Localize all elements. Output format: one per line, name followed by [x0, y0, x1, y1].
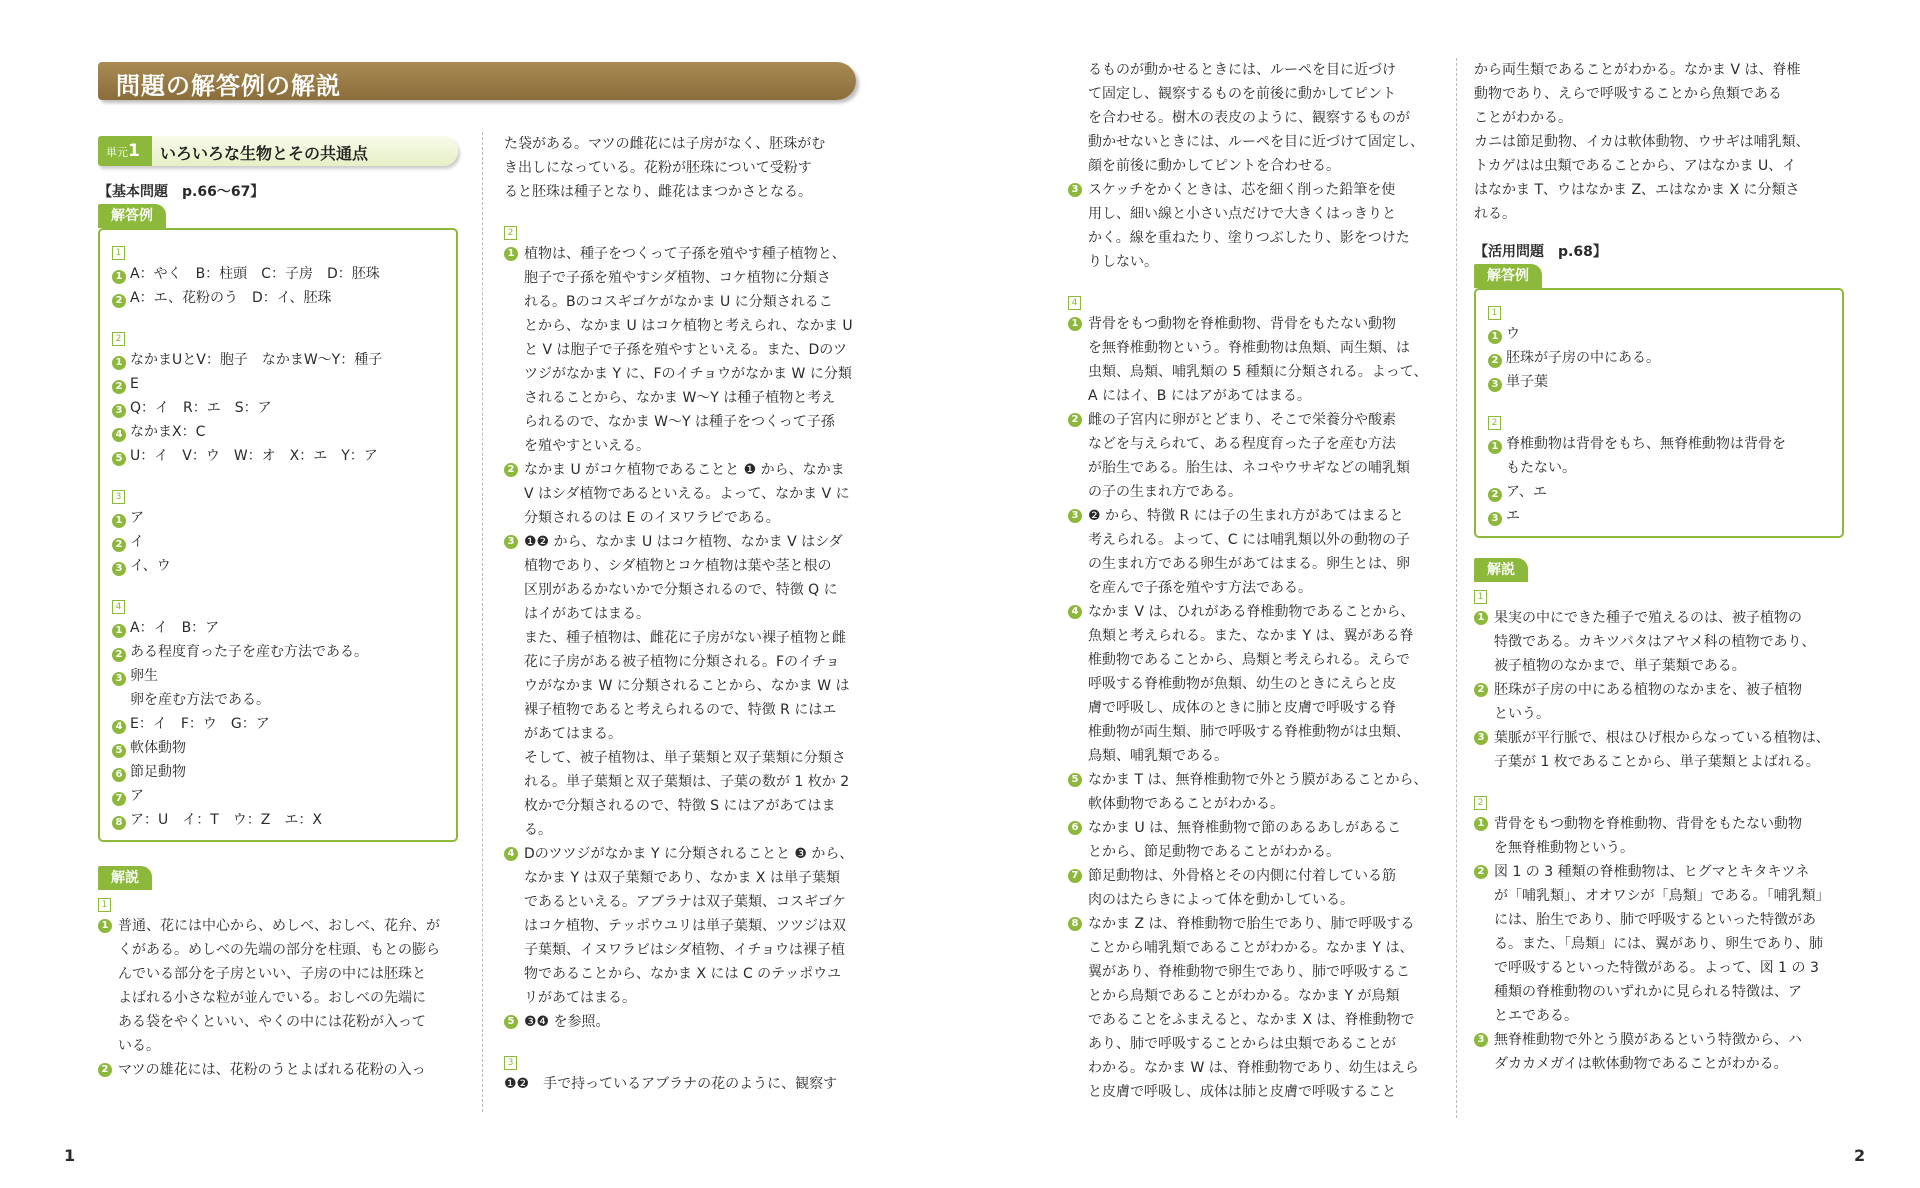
explanation-line: んでいる部分を子房といい、子房の中には胚珠と — [118, 966, 426, 982]
answer-text: A：イ B：ア — [130, 620, 220, 636]
question-number-row — [1488, 298, 1832, 322]
circled-number-icon: 2 — [112, 380, 126, 394]
answer-text: イ — [130, 534, 144, 550]
answer-line — [1488, 480, 1832, 504]
column-4 — [1474, 58, 1844, 1076]
explanation-line: なかま Y は双子葉類であり、なかま X は単子葉類 — [524, 870, 840, 886]
explanation-line: ❷ から、特徴 R には子の生まれ方があてはまると — [1088, 508, 1404, 524]
explanation-line: 肉のはたらきによって体を動かしている。 — [1088, 892, 1354, 908]
answer-line — [112, 348, 446, 372]
answer-line — [1488, 432, 1832, 456]
unit-tag — [98, 136, 152, 166]
circled-number-icon: 2 — [1488, 354, 1502, 368]
question-number-row — [1474, 582, 1844, 606]
circled-number-icon: 5 — [112, 452, 126, 466]
text-block — [1474, 58, 1844, 226]
circled-number-icon: 1 — [98, 919, 112, 933]
circled-number-icon: 2 — [1068, 413, 1082, 427]
explanation-line: されることから、なかま W～Y は種子植物と考え — [524, 390, 836, 406]
text-line: ことがわかる。 — [1474, 110, 1572, 126]
explanation-item — [1068, 312, 1448, 408]
question-number: 1 — [98, 898, 111, 912]
question-number: 1 — [1488, 306, 1501, 320]
explanation-item — [504, 842, 884, 1010]
circled-number-icon: 1 — [1488, 330, 1502, 344]
circled-number-icon: 1 — [112, 514, 126, 528]
explanation-line: かく。線を重ねたり、塗りつぶしたり、影をつけた — [1088, 230, 1410, 246]
circled-number-icon: 1 — [1474, 817, 1488, 831]
spacer — [1488, 394, 1832, 408]
explanation-line: 枚かで分類されるので、特徴 S にはアがあてはま — [524, 798, 836, 814]
answer-text: 卵を産む方法である。 — [130, 692, 270, 708]
explanation-line: なかま V は、ひれがある脊椎動物であることから、 — [1088, 604, 1415, 620]
answer-text: 胚珠が子房の中にある。 — [1506, 350, 1660, 366]
explanation-line: ❸❹ を参照。 — [524, 1014, 610, 1030]
explanation-line: ツジがなかま Y に、Fのイチョウがなかま W に分類 — [524, 366, 852, 382]
explanation-line: が胎生である。胎生は、ネコやウサギなどの哺乳類 — [1088, 460, 1410, 476]
text-block — [504, 132, 884, 204]
explanation-item — [98, 1058, 458, 1082]
explanation-item — [1068, 600, 1448, 768]
explanation-line: で呼吸するといった特徴がある。よって、図 1 の 3 — [1494, 960, 1819, 976]
circled-number-icon: 1 — [112, 624, 126, 638]
answer-text: E：イ F：ウ G：ア — [130, 716, 270, 732]
question-number: 4 — [112, 600, 125, 614]
spacer — [504, 204, 884, 218]
answer-line — [112, 554, 446, 578]
explanation-line: 図 1 の 3 種類の脊椎動物は、ヒグマとキタキツネ — [1494, 864, 1810, 880]
answer-line — [112, 784, 446, 808]
circled-number-icon: 3 — [1474, 731, 1488, 745]
question-number: 4 — [1068, 296, 1081, 310]
question-number: 1 — [112, 246, 125, 260]
explanation-line: 軟体動物であることがわかる。 — [1088, 796, 1284, 812]
basic-problems-heading: 【基本問題 p.66～67】 — [98, 184, 265, 200]
unit-number: 1 — [128, 141, 140, 161]
explanation-line: 虫類、鳥類、哺乳類の 5 種類に分類される。よって、 — [1088, 364, 1428, 380]
explanation-tag: 解説 — [98, 866, 152, 890]
explanation-line: と皮膚で呼吸し、成体は肺と皮膚で呼吸すること — [1088, 1084, 1396, 1100]
answer-text: イ、ウ — [130, 558, 171, 574]
explanation-line: 椎動物が両生類、肺で呼吸する脊椎動物がは虫類、 — [1088, 724, 1410, 740]
circled-number-icon: 8 — [1068, 917, 1082, 931]
answer-line — [112, 808, 446, 832]
answer-box — [98, 228, 458, 842]
answer-text: 卵生 — [130, 668, 158, 684]
explanation-item — [504, 530, 884, 842]
question-number: 1 — [1474, 590, 1487, 604]
explanation-line: 花に子房がある被子植物に分類される。Fのイチョ — [524, 654, 840, 670]
explanation-line: であるといえる。アブラナは双子葉類、コスギゴケ — [524, 894, 846, 910]
circled-number-icon: 4 — [112, 428, 126, 442]
explanation-line: 胚珠が子房の中にある植物のなかまを、被子植物 — [1494, 682, 1802, 698]
answer-line — [112, 530, 446, 554]
explanation-item — [1474, 860, 1844, 1028]
explanation-line: られるので、なかま W～Y は種子をつくって子孫 — [524, 414, 835, 430]
answer-line — [112, 506, 446, 530]
explanation-line: 考えられる。よって、C には哺乳類以外の動物の子 — [1088, 532, 1410, 548]
explanation-line: れる。Bのコスギゴケがなかま U に分類されるこ — [524, 294, 833, 310]
circled-number-icon: 7 — [1068, 869, 1082, 883]
answer-line — [112, 640, 446, 664]
answer-text: なかまUとV：胞子 なかまW～Y：種子 — [130, 352, 383, 368]
explanation-line: が「哺乳類」、オオワシが「鳥類」である。「哺乳類」 — [1494, 888, 1830, 904]
answer-text: ア — [130, 788, 144, 804]
answer-text: A：やく B：柱頭 C：子房 D：胚珠 — [130, 266, 380, 282]
explanation-item — [504, 242, 884, 458]
text-block — [1068, 58, 1448, 178]
question-number-row — [112, 238, 446, 262]
explanation-line: 植物であり、シダ植物とコケ植物は葉や茎と根の — [524, 558, 832, 574]
explanation-line: リがあてはまる。 — [524, 990, 636, 1006]
explanation-line: 被子植物のなかまで、単子葉類である。 — [1494, 658, 1746, 674]
answer-box — [1474, 288, 1844, 538]
answer-text: 軟体動物 — [130, 740, 186, 756]
explanation-line: はコケ植物、テッポウユリは単子葉類、ツツジは双 — [524, 918, 846, 934]
text-line: 動かせないときには、ルーペを目に近づけて固定し、 — [1088, 134, 1424, 150]
explanation-line: 植物は、種子をつくって子孫を殖やす種子植物と、 — [524, 246, 846, 262]
text-line: ❶❷ 手で持っているアブラナの花のように、観察す — [504, 1076, 838, 1092]
explanation-line: りしない。 — [1088, 254, 1158, 270]
spacer — [1474, 774, 1844, 788]
unit-banner — [98, 136, 458, 166]
explanation-item — [1068, 864, 1448, 912]
explanation-line: 背骨をもつ動物を脊椎動物、背骨をもたない動物 — [1088, 316, 1396, 332]
answer-text: 節足動物 — [130, 764, 186, 780]
circled-number-icon: 1 — [504, 247, 518, 261]
answer-line — [1488, 322, 1832, 346]
explanation-line: 魚類と考えられる。また、なかま Y は、翼がある脊 — [1088, 628, 1414, 644]
explanation-item — [98, 914, 458, 1058]
explanation-line: 物であることから、なかま X には C のテッポウユ — [524, 966, 842, 982]
explanation-line: あり、肺で呼吸することからは虫類であることが — [1088, 1036, 1396, 1052]
column-divider — [1456, 58, 1457, 1118]
explanation-line: 無脊椎動物で外とう膜があるという特徴から、ハ — [1494, 1032, 1802, 1048]
column-3 — [1068, 58, 1448, 1104]
explanation-line: なかま T は、無脊椎動物で外とう膜があることから、 — [1088, 772, 1428, 788]
explanation-line: ❶❷ から、なかま U はコケ植物、なかま V はシダ — [524, 534, 843, 550]
answer-line — [112, 616, 446, 640]
circled-number-icon: 5 — [1068, 773, 1082, 787]
explanation-line: があてはまる。 — [524, 726, 622, 742]
explanation-line: の子の生まれ方である。 — [1088, 484, 1242, 500]
question-number: 2 — [112, 332, 125, 346]
circled-number-icon: 2 — [1488, 488, 1502, 502]
circled-number-icon: 6 — [112, 768, 126, 782]
circled-number-icon: 3 — [1474, 1033, 1488, 1047]
explanation-line: はイがあてはまる。 — [524, 606, 650, 622]
circled-number-icon: 4 — [112, 720, 126, 734]
spacer — [504, 1034, 884, 1048]
answer-text: もたない。 — [1506, 460, 1576, 476]
explanation-item — [1474, 726, 1844, 774]
applied-problems-heading: 【活用問題 p.68】 — [1474, 244, 1607, 260]
answer-line — [112, 420, 446, 444]
spacer — [112, 468, 446, 482]
circled-number-icon: 2 — [1474, 683, 1488, 697]
answer-text: Q：イ R：エ S：ア — [130, 400, 272, 416]
explanation-line: 区別があるかないかで分類されるので、特徴 Q に — [524, 582, 838, 598]
unit-tag-label: 単元 — [106, 146, 128, 159]
answer-line — [112, 396, 446, 420]
circled-number-icon: 5 — [504, 1015, 518, 1029]
explanation-item — [504, 458, 884, 530]
question-number: 3 — [504, 1056, 517, 1070]
explanation-line: Dのツツジがなかま Y に分類されることと ❸ から、 — [524, 846, 854, 862]
page-number-left: 1 — [64, 1146, 76, 1165]
explanation-line: そして、被子植物は、単子葉類と双子葉類に分類さ — [524, 750, 846, 766]
answer-line — [1488, 456, 1832, 480]
explanation-line: 普通、花には中心から、めしべ、おしべ、花弁、が — [118, 918, 440, 934]
question-number-row — [1474, 788, 1844, 812]
circled-number-icon: 1 — [1488, 440, 1502, 454]
answer-text: なかまX：C — [130, 424, 206, 440]
explanation-line: 種類の脊椎動物のいずれかに見られる特徴は、ア — [1494, 984, 1802, 1000]
explanation-line: などを与えられて、ある程度育った子を産む方法 — [1088, 436, 1396, 452]
circled-number-icon: 1 — [1474, 611, 1488, 625]
question-number-row — [504, 1048, 884, 1072]
answer-text: ア — [130, 510, 144, 526]
explanation-item — [1068, 504, 1448, 600]
explanation-line: A にはイ、B にはアがあてはまる。 — [1088, 388, 1311, 404]
explanation-line: ことから哺乳類であることがわかる。なかま Y は、 — [1088, 940, 1414, 956]
explanation-line: わかる。なかま W は、脊椎動物であり、幼生はえら — [1088, 1060, 1419, 1076]
circled-number-icon: 2 — [98, 1063, 112, 1077]
column-2 — [504, 132, 884, 1096]
circled-number-icon: 2 — [504, 463, 518, 477]
explanation-line: る。また、「鳥類」には、翼があり、卵生であり、肺 — [1494, 936, 1823, 952]
text-line: を合わせる。樹木の表皮のように、観察するものが — [1088, 110, 1410, 126]
circled-number-icon: 4 — [1068, 605, 1082, 619]
text-line: るものが動かせるときには、ルーペを目に近づけ — [1088, 62, 1396, 78]
circled-number-icon: 3 — [1068, 183, 1082, 197]
explanation-line: 雌の子宮内に卵がとどまり、そこで栄養分や酸素 — [1088, 412, 1396, 428]
answer-example-tag: 解答例 — [1474, 264, 1542, 288]
question-number-row — [504, 218, 884, 242]
answer-text: E — [130, 376, 139, 392]
text-line: た袋がある。マツの雌花には子房がなく、胚珠がむ — [504, 136, 826, 152]
explanation-line: と V は胞子で子孫を殖やすといえる。また、Dのツ — [524, 342, 847, 358]
explanation-line: なかま U は、無脊椎動物で節のあるあしがあるこ — [1088, 820, 1402, 836]
explanation-line: ウがなかま W に分類されることから、なかま W は — [524, 678, 850, 694]
explanation-item — [1474, 1028, 1844, 1076]
page-title: 問題の解答例の解説 — [116, 72, 341, 100]
answer-text: ウ — [1506, 326, 1520, 342]
page-title-banner — [98, 62, 856, 100]
explanation-line: を無脊椎動物という。脊椎動物は魚類、両生類、は — [1088, 340, 1410, 356]
explanation-line: 子葉類、イヌワラビはシダ植物、イチョウは裸子植 — [524, 942, 846, 958]
explanation-line: を無脊椎動物という。 — [1494, 840, 1634, 856]
answer-line — [112, 712, 446, 736]
circled-number-icon: 2 — [112, 648, 126, 662]
explanation-line: という。 — [1494, 706, 1550, 722]
explanation-line: また、種子植物は、雌花に子房がない裸子植物と雌 — [524, 630, 846, 646]
explanation-item — [1068, 408, 1448, 504]
explanation-line: くがある。めしべの先端の部分を柱頭、もとの膨ら — [118, 942, 440, 958]
explanation-line: 果実の中にできた種子で殖えるのは、被子植物の — [1494, 610, 1802, 626]
explanation-line: を殖やすといえる。 — [524, 438, 650, 454]
explanation-item — [1068, 178, 1448, 274]
text-line: 顔を前後に動かしてピントを合わせる。 — [1088, 158, 1340, 174]
circled-number-icon: 1 — [112, 270, 126, 284]
explanation-line: れる。単子葉類と双子葉類は、子葉の数が 1 枚か 2 — [524, 774, 850, 790]
explanation-line: 膚で呼吸し、成体のときに肺と皮膚で呼吸する脊 — [1088, 700, 1396, 716]
question-number-row — [1488, 408, 1832, 432]
answer-line — [1488, 346, 1832, 370]
explanation-line: とエである。 — [1494, 1008, 1578, 1024]
answer-line — [112, 286, 446, 310]
explanation-item — [1068, 912, 1448, 1104]
answer-text: ア、エ — [1506, 484, 1547, 500]
explanation-line: ダカカメガイは軟体動物であることがわかる。 — [1494, 1056, 1788, 1072]
spacer — [112, 310, 446, 324]
answer-line — [112, 262, 446, 286]
explanation-line: 用し、細い線と小さい点だけで大きくはっきりと — [1088, 206, 1396, 222]
explanation-line: 椎動物であることから、鳥類と考えられる。えらで — [1088, 652, 1410, 668]
explanation-line: 呼吸する脊椎動物が魚類、幼生のときにえらと皮 — [1088, 676, 1396, 692]
circled-number-icon: 5 — [112, 744, 126, 758]
circled-number-icon: 3 — [1488, 378, 1502, 392]
explanation-item — [1474, 606, 1844, 678]
answer-line — [1488, 504, 1832, 528]
answer-line — [1488, 370, 1832, 394]
explanation-line: 子葉が 1 枚であることから、単子葉類とよばれる。 — [1494, 754, 1820, 770]
column-divider — [482, 132, 483, 1112]
answer-text: ある程度育った子を産む方法である。 — [130, 644, 368, 660]
circled-number-icon: 6 — [1068, 821, 1082, 835]
circled-number-icon: 2 — [112, 294, 126, 308]
explanation-item — [1068, 816, 1448, 864]
answer-text: エ — [1506, 508, 1520, 524]
circled-number-icon: 7 — [112, 792, 126, 806]
text-line: から両生類であることがわかる。なかま V は、脊椎 — [1474, 62, 1801, 78]
spacer — [1068, 274, 1448, 288]
circled-number-icon: 2 — [1474, 865, 1488, 879]
explanation-line: マツの雄花には、花粉のうとよばれる花粉の入っ — [118, 1062, 426, 1078]
spacer — [1474, 226, 1844, 240]
explanation-item — [1068, 768, 1448, 816]
explanation-item — [1474, 812, 1844, 860]
explanation-line: 裸子植物であると考えられるので、特徴 R にはエ — [524, 702, 837, 718]
answer-text: 単子葉 — [1506, 374, 1548, 390]
answer-line — [112, 760, 446, 784]
circled-number-icon: 3 — [112, 672, 126, 686]
question-number-row — [112, 592, 446, 616]
explanation-line: いる。 — [118, 1038, 160, 1054]
explanation-line: 背骨をもつ動物を脊椎動物、背骨をもたない動物 — [1494, 816, 1802, 832]
text-line: カニは節足動物、イカは軟体動物、ウサギは哺乳類、 — [1474, 134, 1810, 150]
circled-number-icon: 3 — [1488, 512, 1502, 526]
explanation-line: 特徴である。カキツバタはアヤメ科の植物であり、 — [1494, 634, 1816, 650]
explanation-line: を産んで子孫を殖やす方法である。 — [1088, 580, 1312, 596]
circled-number-icon: 3 — [1068, 509, 1082, 523]
question-number: 2 — [1488, 416, 1501, 430]
question-number-row — [112, 324, 446, 348]
column-1 — [98, 180, 458, 1082]
explanation-line: る。 — [524, 822, 552, 838]
answer-line — [112, 664, 446, 688]
circled-number-icon: 3 — [504, 535, 518, 549]
explanation-tag: 解説 — [1474, 558, 1528, 582]
answer-line — [112, 444, 446, 468]
text-line: トカゲはは虫類であることから、アはなかま U、イ — [1474, 158, 1797, 174]
explanation-line: とから、なかま U はコケ植物と考えられ、なかま U — [524, 318, 853, 334]
explanation-line: なかま Z は、脊椎動物で胎生であり、肺で呼吸する — [1088, 916, 1415, 932]
question-number: 3 — [112, 490, 125, 504]
circled-number-icon: 3 — [112, 404, 126, 418]
explanation-line: 葉脈が平行脈で、根はひげ根からなっている植物は、 — [1494, 730, 1830, 746]
answer-text: ア：U イ：T ウ：Z エ：X — [130, 812, 322, 828]
text-line: ると胚珠は種子となり、雌花はまつかさとなる。 — [504, 184, 812, 200]
circled-number-icon: 1 — [1068, 317, 1082, 331]
text-line: き出しになっている。花粉が胚珠について受粉す — [504, 160, 812, 176]
explanation-line: スケッチをかくときは、芯を細く削った鉛筆を使 — [1088, 182, 1396, 198]
explanation-line: 節足動物は、外骨格とその内側に付着している筋 — [1088, 868, 1396, 884]
explanation-line: 胞子で子孫を殖やすシダ植物、コケ植物に分類さ — [524, 270, 831, 286]
circled-number-icon: 2 — [112, 538, 126, 552]
question-number: 2 — [1474, 796, 1487, 810]
answer-line — [112, 736, 446, 760]
question-number: 2 — [504, 226, 517, 240]
unit-title: いろいろな生物とその共通点 — [160, 144, 369, 163]
explanation-line: V はシダ植物であるといえる。よって、なかま V に — [524, 486, 850, 502]
explanation-item — [504, 1010, 884, 1034]
explanation-line: なかま U がコケ植物であることと ❶ から、なかま — [524, 462, 845, 478]
explanation-line: 鳥類、哺乳類である。 — [1088, 748, 1228, 764]
spacer — [112, 578, 446, 592]
answer-line — [112, 688, 446, 712]
text-line: れる。 — [1474, 206, 1516, 222]
page-number-right: 2 — [1854, 1146, 1866, 1165]
circled-number-icon: 1 — [112, 356, 126, 370]
explanation-item — [1474, 678, 1844, 726]
explanation-line: とから、節足動物であることがわかる。 — [1088, 844, 1340, 860]
answer-text: U：イ V：ウ W：オ X：エ Y：ア — [130, 448, 378, 464]
explanation-line: とから鳥類であることがわかる。なかま Y が鳥類 — [1088, 988, 1400, 1004]
question-number-row — [98, 890, 458, 914]
text-line: 動物であり、えらで呼吸することから魚類である — [1474, 86, 1782, 102]
text-line: て固定し、観察するものを前後に動かしてピント — [1088, 86, 1396, 102]
explanation-line: ある袋をやくといい、やくの中には花粉が入って — [118, 1014, 426, 1030]
explanation-line: の生まれ方である卵生があてはまる。卵生とは、卵 — [1088, 556, 1410, 572]
explanation-line: には、胎生であり、肺で呼吸するといった特徴があ — [1494, 912, 1816, 928]
question-number-row — [1068, 288, 1448, 312]
circled-number-icon: 8 — [112, 816, 126, 830]
answer-line — [112, 372, 446, 396]
answer-example-tag: 解答例 — [98, 204, 166, 228]
circled-number-icon: 4 — [504, 847, 518, 861]
explanation-line: よばれる小さな粒が並んでいる。おしべの先端に — [118, 990, 426, 1006]
explanation-line: 翼があり、脊椎動物で卵生であり、肺で呼吸するこ — [1088, 964, 1410, 980]
question-number-row — [112, 482, 446, 506]
explanation-line: であることをふまえると、なかま X は、脊椎動物で — [1088, 1012, 1415, 1028]
answer-text: A：エ、花粉のう D：イ、胚珠 — [130, 290, 332, 306]
answer-text: 脊椎動物は背骨をもち、無脊椎動物は背骨を — [1506, 436, 1786, 452]
text-line: はなかま T、ウはなかま Z、エはなかま X に分類さ — [1474, 182, 1800, 198]
circled-number-icon: 3 — [112, 562, 126, 576]
explanation-line: 分類されるのは E のイヌワラビである。 — [524, 510, 780, 526]
